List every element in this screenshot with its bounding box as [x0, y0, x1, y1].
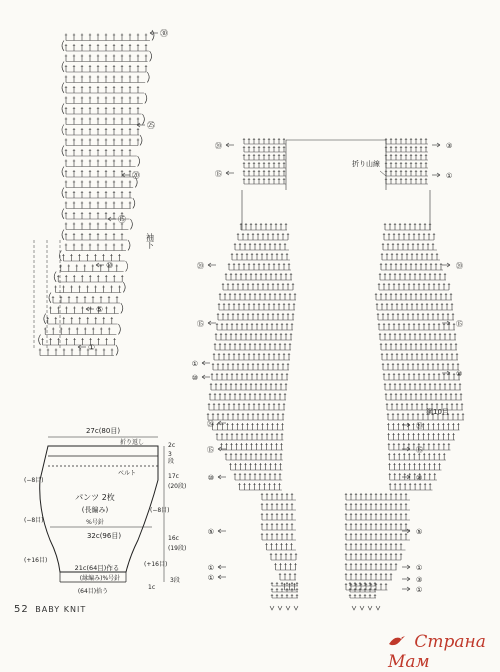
belt-row-left: [243, 146, 286, 152]
left-leg-row: [261, 513, 296, 520]
height-label: (20段): [168, 483, 187, 490]
right-leg-row: [386, 403, 463, 410]
left-leg-row: [215, 333, 292, 340]
right-leg-row: [345, 513, 410, 520]
left-row-arrow: [202, 361, 210, 365]
right-row-arrow: [402, 475, 410, 479]
sleeve-row: [60, 265, 124, 272]
height-label: (19段): [168, 545, 187, 552]
left-row-marker: ⑤: [207, 528, 214, 536]
belt-label: ベルト: [118, 470, 137, 477]
height-label: 3段: [170, 577, 180, 584]
sleeve-row-marker: ①: [88, 343, 96, 352]
right-cuff-row: [349, 582, 376, 586]
sleeve-row: [41, 338, 115, 345]
belt-row-right: [385, 138, 428, 144]
fold-label: 折り返し: [120, 439, 145, 446]
belt-row-right: [385, 154, 428, 160]
left-leg-row: [261, 503, 296, 510]
left-leg-row: [225, 453, 283, 460]
left-row-marker: ①: [207, 564, 214, 572]
turning-chain: [123, 282, 125, 293]
belt-row-right: [385, 178, 428, 184]
sleeve-row: [39, 349, 114, 356]
left-leg-row: [261, 533, 296, 540]
right-leg-row: [381, 253, 440, 260]
left-row-arrow: [226, 143, 234, 147]
left-leg-row: [210, 383, 287, 390]
right-leg-row: [380, 263, 443, 270]
belt-row-left: [243, 154, 286, 160]
start-chain-mark: [294, 606, 298, 610]
right-row-marker: ⑩: [416, 474, 423, 482]
right-leg-row: [389, 473, 437, 480]
sleeve-row: [65, 44, 149, 51]
right-leg-row: [345, 503, 410, 510]
right-row-marker: ①: [416, 564, 423, 572]
left-leg-row: [216, 433, 284, 440]
left-leg-row: [218, 303, 295, 310]
left-leg-row: [279, 573, 296, 580]
left-row-arrow: [202, 375, 210, 379]
right-leg-row: [345, 543, 406, 550]
right-leg-row: [388, 463, 441, 470]
right-leg-row: [387, 433, 455, 440]
sleeve-row: [65, 128, 139, 135]
page-footer: [14, 604, 86, 615]
sleeve-row-arrow: [108, 217, 116, 221]
watermark-text: Страна Мам: [388, 632, 486, 672]
right-leg-row: [388, 453, 446, 460]
right-leg-row: [384, 223, 431, 230]
right-row-arrow: [432, 143, 440, 147]
turning-chain: [39, 335, 41, 346]
right-row-marker: ③: [446, 142, 453, 150]
sleeve-row: [65, 118, 141, 125]
turning-chain: [126, 261, 128, 272]
left-leg-row: [238, 483, 282, 490]
turning-chain: [44, 314, 46, 325]
sleeve-row: [65, 149, 137, 156]
turning-chain: [121, 303, 123, 314]
left-leg-row: [283, 583, 296, 590]
right-row-arrow: [402, 577, 410, 581]
left-row-arrow: [208, 263, 216, 267]
sleeve-row: [65, 244, 126, 251]
left-leg-row: [209, 393, 286, 400]
sleeve-row: [52, 296, 120, 303]
left-leg-row: [225, 273, 292, 280]
turning-chain: [49, 293, 51, 304]
belt-row-left: [243, 178, 286, 184]
start-chain-mark: [278, 606, 282, 610]
turning-chain: [62, 209, 64, 220]
top-width-label: 27c(80目): [85, 427, 121, 435]
right-leg-row: [382, 243, 437, 250]
sleeve-row: [47, 317, 118, 324]
sleeve-row: [44, 328, 116, 335]
left-leg-row: [212, 363, 289, 370]
sleeve-stitch-chart: [34, 29, 168, 356]
sleeve-row: [65, 107, 142, 114]
left-row-marker: ⑳: [215, 142, 222, 150]
left-row-arrow: [218, 565, 226, 569]
sleeve-row: [65, 76, 145, 83]
left-leg-row: [211, 373, 288, 380]
left-leg-row: [222, 283, 294, 290]
right-row-arrow: [432, 173, 440, 177]
sleeve-row: [54, 286, 121, 293]
turning-chain: [59, 251, 61, 262]
height-label: 16c: [168, 535, 179, 542]
sleeve-row-marker: ㉕: [147, 121, 155, 130]
left-leg-row: [265, 543, 296, 550]
sleeve-row: [65, 65, 147, 72]
left-row-marker: ⑩: [207, 474, 214, 482]
right-leg-row: [345, 523, 410, 530]
height-label: 2c: [168, 442, 176, 449]
turning-chain: [133, 198, 135, 209]
left-decrease-label: (−8目): [24, 517, 44, 524]
turning-chain: [118, 324, 120, 335]
right-decrease-label: (−8目): [150, 507, 170, 514]
fold-line-label: 折り山線: [352, 160, 380, 168]
pants-stitch-chart: [192, 134, 464, 610]
turning-chain: [62, 167, 64, 178]
sleeve-row-arrow: [96, 263, 104, 267]
right-leg-row: [378, 323, 455, 330]
right-leg-row: [382, 363, 459, 370]
sleeve-row-marker: ⑮: [118, 215, 126, 224]
left-row-marker: ⑳: [207, 420, 214, 428]
bottom-count-label: (64目)拾う: [77, 588, 109, 595]
right-row-marker: ①: [416, 586, 423, 594]
sleeve-row: [65, 34, 150, 41]
bottom-stitch-label: (縁編み)%号針: [79, 575, 121, 582]
left-row-arrow: [208, 321, 216, 325]
belt-row-right: [385, 162, 428, 168]
left-row-marker: ⑮: [197, 320, 204, 328]
right-leg-row: [345, 553, 402, 560]
sleeve-underarm-label: 袖下: [145, 233, 155, 249]
right-row-marker: ⑮: [456, 320, 463, 328]
right-leg-row: [381, 353, 458, 360]
left-row-marker: ①: [207, 574, 214, 582]
left-leg-row: [219, 293, 296, 300]
start-chain-mark: [286, 606, 290, 610]
belt-band: [244, 134, 428, 194]
right-leg-row: [345, 533, 410, 540]
right-leg-row: [345, 563, 397, 570]
start-chain-mark: [270, 606, 274, 610]
stork-logo-icon: [388, 634, 406, 648]
right-row-arrow: [442, 263, 450, 267]
right-leg-row: [383, 233, 435, 240]
belt-row-left: [243, 162, 286, 168]
turning-chain: [150, 51, 152, 62]
left-leg-row: [208, 403, 285, 410]
height-label: 段: [168, 458, 175, 465]
left-row-marker: ⑮: [207, 446, 214, 454]
right-row-marker: ③: [416, 576, 423, 584]
sleeve-row: [65, 86, 144, 93]
sleeve-row: [65, 191, 132, 198]
right-leg-row: [345, 573, 392, 580]
left-leg-row: [211, 423, 283, 430]
right-leg-row: [376, 303, 453, 310]
right-leg-row: [375, 293, 452, 300]
left-leg-row: [214, 343, 291, 350]
left-leg-row: [237, 233, 289, 240]
sleeve-row: [65, 160, 136, 167]
left-row-marker: ①: [191, 360, 198, 368]
belt-row-left: [243, 138, 286, 144]
sleeve-row: [57, 275, 123, 282]
right-leg-row: [378, 283, 450, 290]
turning-chain: [147, 72, 149, 83]
turning-chain: [62, 83, 64, 94]
belt-row-left: [243, 170, 286, 176]
right-leg-row: [345, 583, 388, 590]
turning-chain: [62, 188, 64, 199]
turning-chain: [130, 219, 132, 230]
start-chain-mark: [368, 606, 372, 610]
turning-chain: [54, 272, 56, 283]
turning-chain: [116, 345, 118, 356]
left-row-arrow: [218, 475, 226, 479]
left-leg-row: [217, 313, 294, 320]
left-leg-row: [216, 323, 293, 330]
left-row-marker: ⑳: [197, 262, 204, 270]
left-leg-row: [234, 473, 282, 480]
left-leg-row: [270, 553, 297, 560]
turning-chain: [142, 114, 144, 125]
right-increase-label: (+16目): [144, 561, 168, 568]
sleeve-row: [65, 181, 133, 188]
turning-chain: [145, 93, 147, 104]
left-leg-row: [229, 463, 282, 470]
sleeve-row-marker: ⑤: [96, 305, 104, 314]
sleeve-row: [65, 97, 143, 104]
turning-chain: [128, 240, 130, 251]
left-leg-row: [240, 223, 287, 230]
right-row-marker: ⑮: [416, 446, 423, 454]
sleeve-row-marker: ⑩: [106, 261, 114, 270]
right-leg-row: [384, 383, 461, 390]
right-leg-row: [345, 493, 410, 500]
right-row-marker: ⑩: [456, 370, 463, 378]
right-row-marker: ①: [446, 172, 453, 180]
right-leg-row: [379, 333, 456, 340]
right-row-marker: ⑤: [416, 528, 423, 536]
left-row-marker: ⑮: [215, 170, 222, 178]
left-increase-label: (+16目): [24, 557, 48, 564]
bottom-width-label: 21c(64目)作る: [74, 564, 120, 572]
pants-title-label: パンツ 2枚: [75, 493, 115, 502]
pants-subtitle-label: (長編み): [81, 506, 109, 514]
turning-chain: [140, 135, 142, 146]
needle-label: %号針: [86, 519, 104, 526]
left-decrease-label: (−8目): [24, 477, 44, 484]
left-leg-row: [213, 353, 290, 360]
left-leg-row: [228, 263, 291, 270]
sleeve-row-arrow: [122, 173, 130, 177]
left-row-arrow: [226, 171, 234, 175]
sleeve-row: [49, 307, 119, 314]
turning-chain: [62, 104, 64, 115]
left-cuff-row: [271, 594, 298, 598]
sleeve-row-marker: ⑳: [132, 171, 140, 180]
start-chain-mark: [360, 606, 364, 610]
turning-chain: [138, 156, 140, 167]
left-row-marker: ⑩: [191, 374, 198, 382]
left-leg-row: [207, 413, 284, 420]
turning-chain: [62, 62, 64, 73]
mid-width-label: 32c(96目): [86, 532, 122, 540]
sleeve-row: [62, 254, 125, 261]
left-row-arrow: [218, 447, 226, 451]
site-watermark: [388, 632, 500, 672]
right-leg-row: [379, 273, 446, 280]
sleeve-row-marker: ㉚: [160, 29, 168, 38]
belt-row-right: [385, 170, 428, 176]
right-leg-row: [387, 423, 459, 430]
sleeve-row-arrow: [78, 345, 86, 349]
sleeve-row: [65, 202, 131, 209]
right-cuff-row: [349, 594, 376, 598]
sleeve-row: [65, 139, 139, 146]
left-leg-row: [220, 443, 283, 450]
height-label: 3: [168, 451, 172, 458]
left-row-arrow: [218, 575, 226, 579]
left-leg-row: [261, 523, 296, 530]
right-leg-row: [377, 313, 454, 320]
right-row-marker: ⑳: [456, 262, 463, 270]
right-leg-row: [389, 483, 433, 490]
turning-chain: [62, 146, 64, 157]
right-row-marker: ⑳: [416, 422, 423, 430]
turning-chain: [62, 41, 64, 52]
start-chain-mark: [376, 606, 380, 610]
right-leg-row: [385, 393, 462, 400]
right-row-arrow: [402, 565, 410, 569]
turning-chain: [62, 125, 64, 136]
left-leg-row: [274, 563, 296, 570]
right-leg-row: [380, 343, 457, 350]
left-leg-row: [231, 253, 290, 260]
left-row-arrow: [218, 529, 226, 533]
left-leg-row: [234, 243, 289, 250]
magazine-title: BABY KNIT: [35, 605, 87, 614]
page-number: 52: [14, 604, 29, 615]
height-label: 1c: [148, 584, 156, 591]
height-label: 17c: [168, 473, 179, 480]
right-row-arrow: [402, 587, 410, 591]
sleeve-row-arrow: [86, 307, 94, 311]
start-chain-mark: [352, 606, 356, 610]
sleeve-row: [65, 55, 148, 62]
belt-row-right: [385, 146, 428, 152]
crotch-label: 鋼10目: [426, 408, 449, 416]
left-leg-row: [261, 493, 296, 500]
sleeve-row: [65, 233, 127, 240]
turning-chain: [62, 230, 64, 241]
pants-schematic: [24, 427, 186, 595]
